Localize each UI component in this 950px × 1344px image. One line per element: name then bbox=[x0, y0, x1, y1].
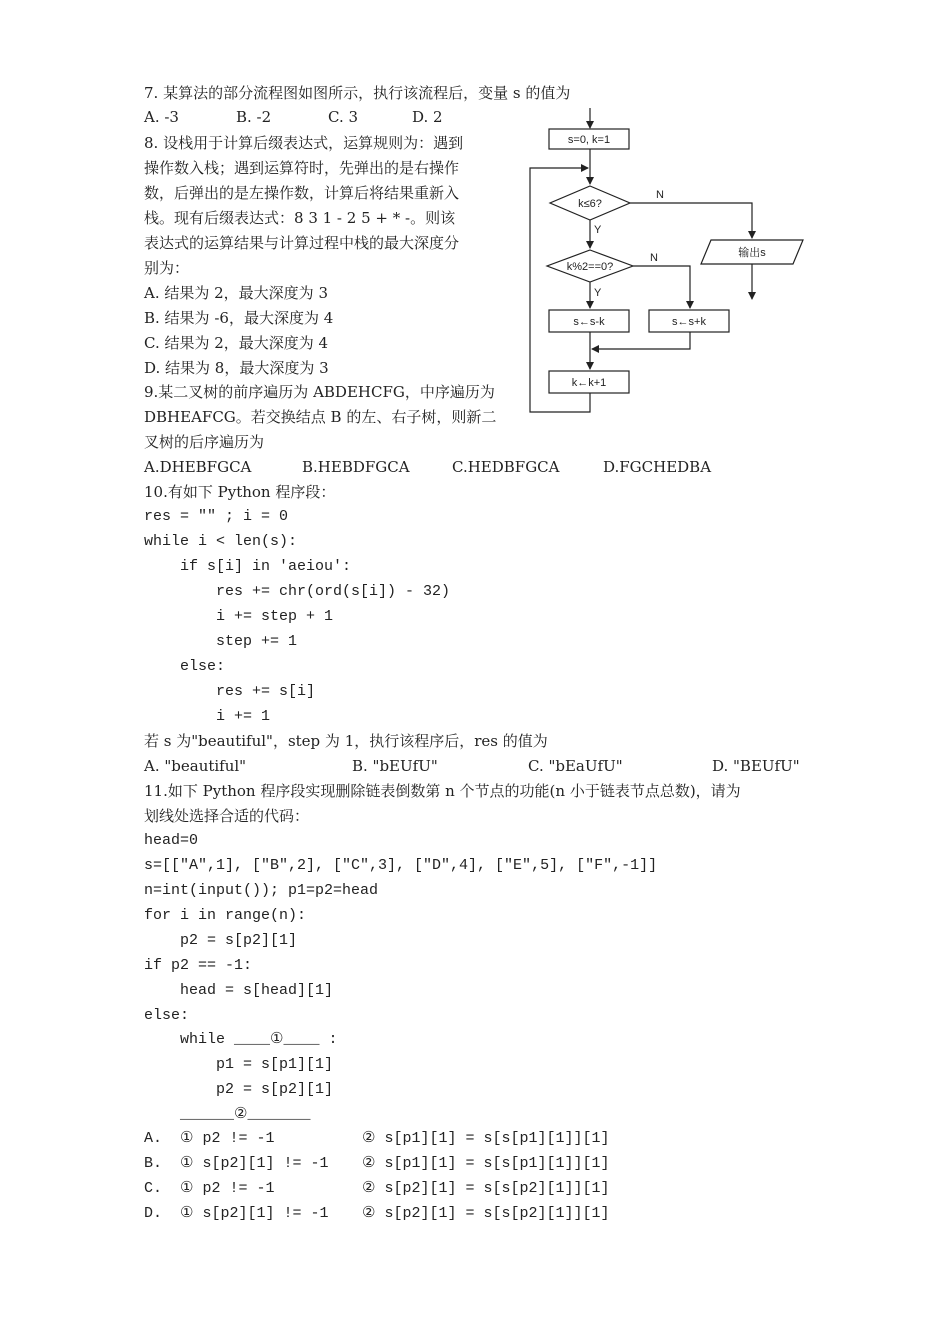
algorithm-flowchart bbox=[520, 106, 810, 418]
q10-option-c: C. "bEaUfU" bbox=[528, 757, 623, 775]
q8-line: 别为： bbox=[144, 259, 190, 277]
q7-option-a: A. -3 bbox=[144, 108, 179, 126]
q7-stem: 7. 某算法的部分流程图如图所示，执行该流程后，变量 s 的值为 bbox=[144, 84, 571, 102]
yes-action-label: s←s-k bbox=[573, 316, 605, 328]
q7-option-d: D. 2 bbox=[412, 108, 443, 126]
q11-code-line: head=0 bbox=[144, 832, 199, 849]
q11-option-d-blank2: ② s[p2][1] = s[s[p2][1]][1] bbox=[362, 1205, 610, 1222]
q11-option-b-blank2: ② s[p1][1] = s[s[p1][1]][1] bbox=[362, 1155, 610, 1172]
q8-line: 表达式的运算结果与计算过程中栈的最大深度分 bbox=[144, 234, 460, 252]
q10-code-line: else: bbox=[144, 658, 226, 675]
q7-option-b: B. -2 bbox=[236, 108, 272, 126]
q10-code-line: if s[i] in 'aeiou': bbox=[144, 558, 352, 575]
q10-code-line: i += 1 bbox=[144, 708, 271, 725]
q10-question: 若 s 为"beautiful"，step 为 1，执行该程序后，res 的值为 bbox=[144, 732, 548, 750]
q10-code-line: res += chr(ord(s[i]) - 32) bbox=[144, 583, 451, 600]
q11-code-line: if p2 == -1: bbox=[144, 957, 253, 974]
q11-option-c-blank2: ② s[p2][1] = s[s[p2][1]][1] bbox=[362, 1180, 610, 1197]
q10-code-line: res = "" ; i = 0 bbox=[144, 508, 289, 525]
q9-option-b: B.HEBDFGCA bbox=[302, 458, 410, 476]
q9-option-a: A.DHEBFGCA bbox=[144, 458, 252, 476]
q11-code-line: while ____①____ : bbox=[144, 1031, 338, 1048]
q11-code-line: p2 = s[p2][1] bbox=[144, 932, 298, 949]
q8-line: 操作数入栈；遇到运算符时，先弹出的是右操作 bbox=[144, 159, 460, 177]
cond2-label: k%2==0? bbox=[566, 261, 614, 273]
q9-option-d: D.FGCHEDBA bbox=[603, 458, 712, 476]
q11-stem: 划线处选择合适的代码： bbox=[144, 807, 310, 825]
q9-option-c: C.HEDBFGCA bbox=[452, 458, 560, 476]
q11-option-a-blank1: A. ① p2 != -1 bbox=[144, 1130, 275, 1147]
init-label: s=0, k=1 bbox=[567, 134, 611, 146]
q11-option-b-blank1: B. ① s[p2][1] != -1 bbox=[144, 1155, 329, 1172]
output-label: 输出s bbox=[738, 247, 766, 259]
q8-option-d: D. 结果为 8，最大深度为 3 bbox=[144, 359, 329, 377]
q11-code-line: s=[["A",1], ["B",2], ["C",3], ["D",4], ["E",5], ["F",-1]] bbox=[144, 857, 658, 874]
q10-code-line: step += 1 bbox=[144, 633, 298, 650]
cond2-yes-label: Y bbox=[594, 287, 602, 299]
q8-option-c: C. 结果为 2，最大深度为 4 bbox=[144, 334, 329, 352]
q8-line: 数，后弹出的是左操作数，计算后将结果重新入 bbox=[144, 184, 460, 202]
q10-option-b: B. "bEUfU" bbox=[352, 757, 438, 775]
q11-code-line: n=int(input()); p1=p2=head bbox=[144, 882, 379, 899]
cond1-label: k≤6? bbox=[578, 198, 602, 210]
q11-code-line: for i in range(n): bbox=[144, 907, 307, 924]
cond1-no-label: N bbox=[656, 189, 664, 201]
q11-option-a-blank2: ② s[p1][1] = s[s[p1][1]][1] bbox=[362, 1130, 610, 1147]
q8-option-b: B. 结果为 -6，最大深度为 4 bbox=[144, 309, 334, 327]
q11-code-line: p2 = s[p2][1] bbox=[144, 1081, 334, 1098]
cond2-no-label: N bbox=[650, 252, 658, 264]
q11-code-line: head = s[head][1] bbox=[144, 982, 334, 999]
q10-option-a: A. "beautiful" bbox=[144, 757, 247, 775]
q9-line: 9.某二叉树的前序遍历为 ABDEHCFG，中序遍历为 bbox=[144, 383, 495, 401]
cond2-no-arrow bbox=[633, 266, 690, 308]
q11-code-line: p1 = s[p1][1] bbox=[144, 1056, 334, 1073]
q9-line: 叉树的后序遍历为 bbox=[144, 433, 265, 451]
increment-label: k←k+1 bbox=[571, 377, 607, 389]
q8-option-a: A. 结果为 2，最大深度为 3 bbox=[144, 284, 328, 302]
q8-line: 8. 设栈用于计算后缀表达式，运算规则为：遇到 bbox=[144, 134, 464, 152]
cond1-yes-label: Y bbox=[594, 224, 602, 236]
q10-code-line: res += s[i] bbox=[144, 683, 316, 700]
q11-stem: 11.如下 Python 程序段实现删除链表倒数第 n 个节点的功能(n 小于链表节点总数)，请为 bbox=[144, 782, 741, 800]
q11-code-line: ______②_______ bbox=[144, 1106, 311, 1123]
q11-option-d-blank1: D. ① s[p2][1] != -1 bbox=[144, 1205, 329, 1222]
q9-line: DBHEAFCG。若交换结点 B 的左、右子树，则新二 bbox=[144, 408, 497, 426]
no-action-merge-arrow bbox=[592, 332, 690, 349]
q11-option-c-blank1: C. ① p2 != -1 bbox=[144, 1180, 275, 1197]
q10-option-d: D. "BEUfU" bbox=[712, 757, 800, 775]
q10-code-line: while i < len(s): bbox=[144, 533, 298, 550]
q10-code-line: i += step + 1 bbox=[144, 608, 334, 625]
q11-code-line: else: bbox=[144, 1007, 190, 1024]
q10-stem: 10.有如下 Python 程序段： bbox=[144, 483, 336, 501]
no-action-label: s←s+k bbox=[672, 316, 706, 328]
cond1-no-arrow bbox=[630, 203, 752, 238]
q7-option-c: C. 3 bbox=[328, 108, 359, 126]
q8-line: 栈。现有后缀表达式：8 3 1 - 2 5 + * -。则该 bbox=[144, 209, 456, 227]
